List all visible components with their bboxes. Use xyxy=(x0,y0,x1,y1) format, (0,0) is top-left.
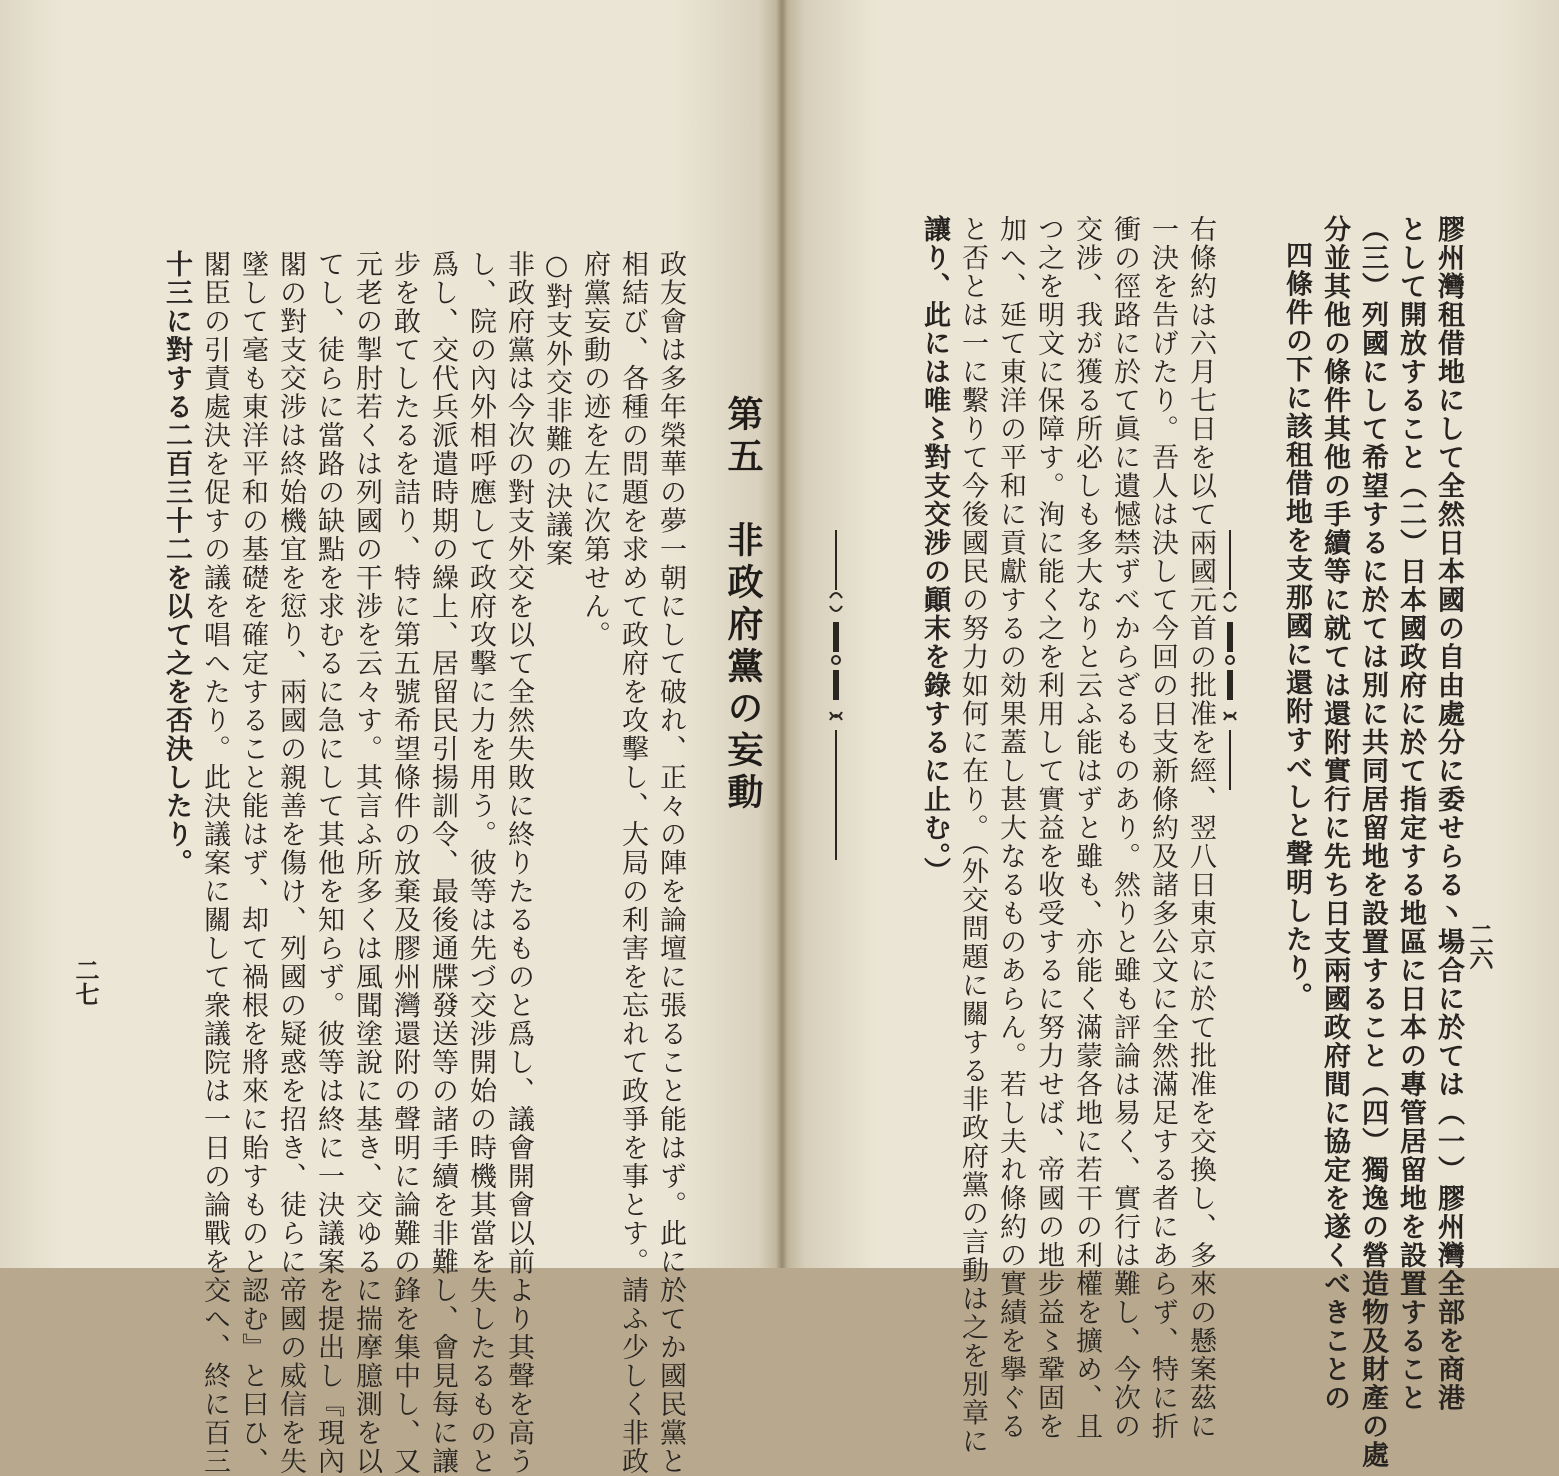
right-line-3: （三）列國にして希望するに於ては別に共同居留地を設置すること（四）獨逸の營造物及財產の處 xyxy=(1357,215,1388,1469)
left-line-9: 元老の掣肘若くは列國の干涉を云々す。其言ふ所多くは風聞塗說に基き、交ゆるに揣摩臆測を以 xyxy=(351,250,382,1476)
left-line-11: 閣の對支交涉は終始機宜を愆り、兩國の親善を傷け、列國の疑惑を招き、徒らに帝國の威信を失 xyxy=(275,250,306,1476)
section-heading: 第五 非政府黨の妄動 xyxy=(722,395,764,815)
left-line-6: し、院の內外相呼應して政府攻擊に力を用う。彼等は先づ交涉開始の時機其當を失したるものと xyxy=(465,250,496,1476)
right-line-5: 四條件の下に該租借地を支那國に還附すべしと聲明したり。 xyxy=(1281,241,1312,1011)
right-line-10: つ之を明文に保障す。洵に能く之を利用して實益を收受するに努力せば、帝國の地步益〻鞏固を xyxy=(1033,215,1064,1441)
right-line-1: 膠州灣租借地にして全然日本國の自由處分に委せらる丶場合に於ては（一）膠州灣全部を商港 xyxy=(1433,215,1464,1412)
left-line-8: 步を敢てしたるを詰り、特に第五號希望條件の放棄及膠州灣還附の聲明に論難の鋒を集中し、又 xyxy=(389,250,420,1476)
book-gutter xyxy=(776,0,788,1268)
right-line-11: 加へ、延て東洋の平和に貢獻するの効果蓋し甚大なるものあらん。若し夫れ條約の實績を擧ぐる xyxy=(995,215,1026,1441)
left-line-1: 政友會は多年榮華の夢一朝にして破れ、正々の陣を論壇に張ること能はず。此に於てか國民黨と xyxy=(655,250,686,1476)
right-ornament-divider xyxy=(1220,530,1240,790)
right-page-number: 二六 xyxy=(1465,922,1494,970)
left-page-number: 二七 xyxy=(71,958,100,1006)
right-line-12: と否とは一に繫りて今後國民の努力如何に在り。（外交問題に關する非政府黨の言動は之を別章に xyxy=(957,215,988,1456)
left-line-7: 爲し、交代兵派遣時期の繰上、居留民引揚訓令、最後通牒發送等の諸手續を非難し、會見每に讓 xyxy=(427,250,458,1476)
right-line-2: として開放すること（二）日本國政府に於て指定する地區に日本の專管居留地を設置すること xyxy=(1395,215,1426,1412)
left-line-13: 閣臣の引責處決を促すの議を唱へたり。此決議案に關して衆議院は一日の論戰を交へ、終に百三 xyxy=(199,250,230,1476)
right-end-ornament xyxy=(826,530,846,860)
right-line-13: 讓り、此には唯〻對支交涉の顚末を錄するに止む。） xyxy=(919,215,950,886)
right-line-7: 一決を告げたり。吾人は決して今回の日支新條約及諸多公文に全然滿足する者にあらず、特に折 xyxy=(1147,215,1178,1441)
left-line-5: 非政府黨は今次の對支外交を以て全然失敗に終りたるものと爲し、議會開會以前より其聲を高う xyxy=(503,250,534,1476)
left-line-14: 十三に對する二百三十二を以て之を否決したり。 xyxy=(161,250,192,877)
right-line-8: 衝の徑路に於て眞に遺憾禁ずべからざるものあり。然りと雖も評論は易く、實行は難し、今次の xyxy=(1109,215,1140,1441)
right-line-4: 分並其他の條件其他の手續等に就ては還附實行に先ち日支兩國政府間に協定を遂くべきことの xyxy=(1319,215,1350,1412)
left-subheading: ○對支外交非難の決議案 xyxy=(541,250,572,568)
left-line-3: 府黨妄動の迹を左に次第せん。 xyxy=(579,250,610,649)
left-line-12: 墜して毫も東洋平和の基礎を確定すること能はず、却て禍根を將來に貽すものと認む』と曰ひ、 xyxy=(237,250,268,1476)
right-line-9: 交涉、我が獲る所必しも多大なりと云ふ能はずと雖も、亦能く滿蒙各地に若干の利權を擴め、且 xyxy=(1071,215,1102,1441)
right-line-6: 右條約は六月七日を以て兩國元首の批准を經、翌八日東京に於て批准を交換し、多來の懸案茲に xyxy=(1185,215,1216,1441)
left-line-10: てし、徒らに當路の缺點を求むるに急にして其他を知らず。彼等は終に一決議案を提出し『現內 xyxy=(313,250,344,1476)
left-line-2: 相結び、各種の問題を求めて政府を攻擊し、大局の利害を忘れて政爭を事とす。請ふ少しく非政 xyxy=(617,250,648,1476)
